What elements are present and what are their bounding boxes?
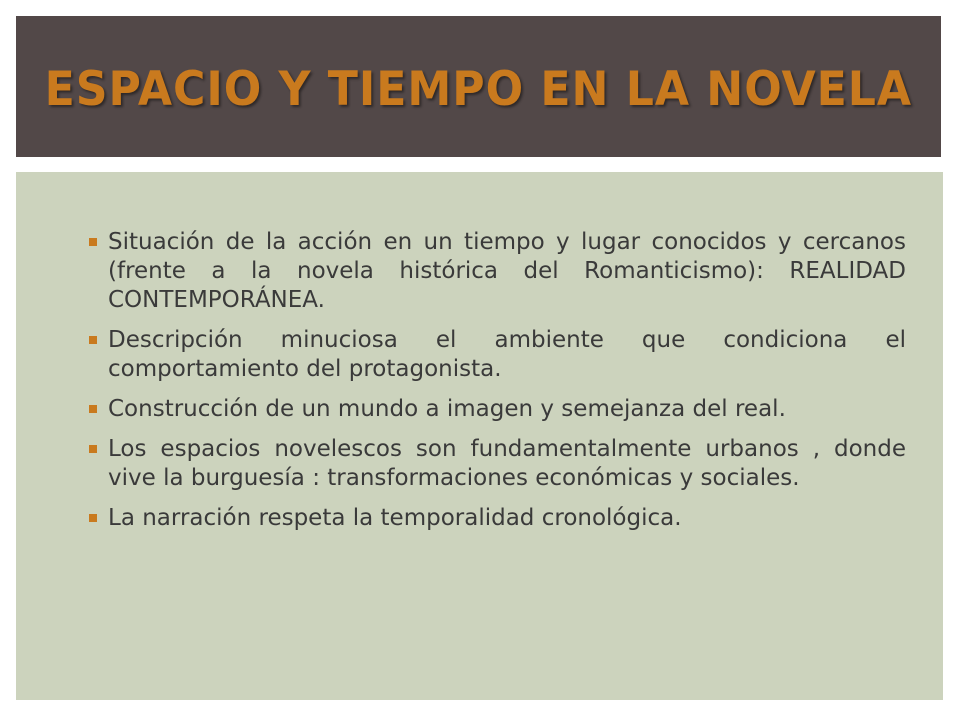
slide-title: ESPACIO Y TIEMPO EN LA NOVELA (44, 62, 913, 117)
bullet-item (88, 395, 906, 424)
bullet-text: La narración respeta la temporalidad cronológica. (108, 505, 682, 531)
bullet-item (88, 228, 906, 315)
square-bullet-icon (89, 405, 97, 413)
bullet-item (88, 326, 906, 384)
square-bullet-icon (89, 238, 97, 246)
content-panel (16, 172, 943, 700)
bullet-list (88, 228, 906, 544)
square-bullet-icon (89, 514, 97, 522)
square-bullet-icon (89, 336, 97, 344)
bullet-text: Descripción minuciosa el ambiente que condiciona el comportamiento del protagonista. (108, 327, 906, 382)
square-bullet-icon (89, 445, 97, 453)
title-band (16, 16, 941, 157)
bullet-text: Situación de la acción en un tiempo y lugar conocidos y cercanos (frente a la novela histórica del Romanticismo): REALIDAD CONTEMPORÁNEA. (108, 229, 906, 313)
bullet-text: Construcción de un mundo a imagen y semejanza del real. (108, 396, 786, 422)
bullet-text: Los espacios novelescos son fundamentalmente urbanos , donde vive la burguesía : transformaciones económicas y sociales. (108, 436, 906, 491)
bullet-item (88, 435, 906, 493)
bullet-item (88, 504, 906, 533)
